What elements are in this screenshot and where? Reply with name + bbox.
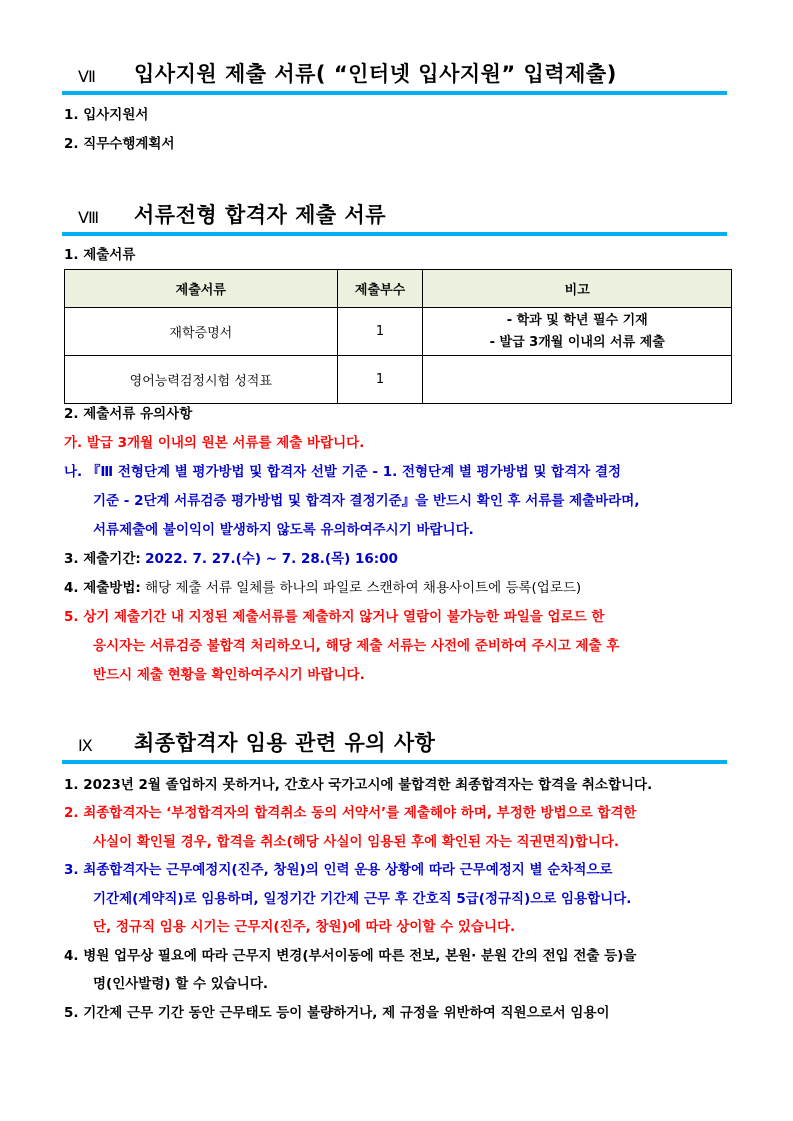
section-8-header bbox=[62, 193, 727, 233]
section-rule bbox=[62, 760, 727, 764]
list-item: 1. 입사지원서 bbox=[64, 107, 149, 123]
notice-na-line2: 기준 - 2단계 서류검증 평가방법 및 합격자 결정기준』을 반드시 확인 후 서류를 제출바라며, bbox=[93, 493, 640, 509]
section-rule bbox=[62, 91, 727, 95]
section-9-header bbox=[62, 721, 727, 761]
column-header: 제출서류 bbox=[65, 270, 338, 308]
section-rule bbox=[62, 232, 727, 236]
documents-table bbox=[64, 269, 732, 404]
table-header-row bbox=[65, 270, 732, 308]
list-item: 2. 직무수행계획서 bbox=[64, 136, 175, 152]
section-number: Ⅸ bbox=[78, 736, 94, 755]
item-3-line2: 기간제(계약직)로 임용하며, 일정기간 기간제 근무 후 간호직 5급(정규직)으로 임용합니다. bbox=[93, 891, 632, 907]
item-3-line3: 단, 정규직 임용 시기는 근무지(진주, 창원)에 따라 상이할 수 있습니다. bbox=[93, 919, 516, 935]
submission-period bbox=[64, 550, 398, 568]
item-4-line2: 명(인사발령) 할 수 있습니다. bbox=[93, 976, 269, 992]
method-label: 4. 제출방법: bbox=[64, 580, 141, 596]
period-label: 3. 제출기간: bbox=[64, 551, 141, 567]
item-3-line1: 3. 최종합격자는 근무예정지(진주, 창원)의 인력 운용 상황에 따라 근무예정지 별 순차적으로 bbox=[64, 862, 613, 878]
item-4-line1: 4. 병원 업무상 필요에 따라 근무지 변경(부서이동에 따른 전보, 본원· 분원 간의 전입 전출 등)을 bbox=[64, 948, 637, 964]
subheading: 2. 제출서류 유의사항 bbox=[64, 406, 193, 422]
section-title: 서류전형 합격자 제출 서류 bbox=[134, 203, 387, 227]
notice-na-line1: 나. 『Ⅲ 전형단계 별 평가방법 및 합격자 선발 기준 - 1. 전형단계 별 평가방법 및 합격자 결정 bbox=[64, 464, 622, 480]
period-value: 2022. 7. 27.(수) ~ 7. 28.(목) 16:00 bbox=[145, 551, 398, 567]
table-cell-note bbox=[423, 308, 732, 356]
table-row bbox=[65, 308, 732, 356]
item-5-line1: 5. 기간제 근무 기간 동안 근무태도 등이 불량하거나, 제 규정을 위반하여 직원으로서 임용이 bbox=[64, 1005, 610, 1021]
method-value: 해당 제출 서류 일체를 하나의 파일로 스캔하여 채용사이트에 등록(업로드) bbox=[145, 580, 582, 596]
table-row bbox=[65, 356, 732, 404]
subheading: 1. 제출서류 bbox=[64, 247, 136, 263]
table-cell bbox=[423, 356, 732, 404]
notice-5-line1: 5. 상기 제출기간 내 지정된 제출서류를 제출하지 않거나 열람이 불가능한 파일을 업로드 한 bbox=[64, 609, 605, 625]
notice-5-line2: 응시자는 서류검증 불합격 처리하오니, 해당 제출 서류는 사전에 준비하여 주시고 제출 후 bbox=[93, 638, 620, 654]
notice-ga: 가. 발급 3개월 이내의 원본 서류를 제출 바랍니다. bbox=[64, 435, 365, 451]
notice-na-line3: 서류제출에 불이익이 발생하지 않도록 유의하여주시기 바랍니다. bbox=[93, 522, 474, 538]
table-cell: 재학증명서 bbox=[65, 308, 338, 356]
section-title: 입사지원 제출 서류( “인터넷 입사지원” 입력제출) bbox=[134, 62, 617, 86]
table-cell: 영어능력검정시험 성적표 bbox=[65, 356, 338, 404]
note-line: - 학과 및 학년 필수 기재 bbox=[506, 312, 648, 328]
item-2-line1: 2. 최종합격자는 ‘부정합격자의 합격취소 동의 서약서’를 제출해야 하며, 부정한 방법으로 합격한 bbox=[64, 805, 637, 821]
section-number: Ⅶ bbox=[78, 67, 97, 86]
section-number: Ⅷ bbox=[78, 208, 101, 227]
item-2-line2: 사실이 확인될 경우, 합격을 취소(해당 사실이 임용된 후에 확인된 자는 직권면직)합니다. bbox=[93, 834, 620, 850]
notice-5-line3: 반드시 제출 현황을 확인하여주시기 바랍니다. bbox=[93, 667, 365, 683]
table-cell: 1 bbox=[337, 308, 423, 356]
item-1: 1. 2023년 2월 졸업하지 못하거나, 간호사 국가고시에 불합격한 최종합격자는 합격을 취소합니다. bbox=[64, 777, 653, 793]
section-title: 최종합격자 임용 관련 유의 사항 bbox=[134, 731, 436, 755]
section-7-header bbox=[62, 52, 727, 92]
column-header: 비고 bbox=[423, 270, 732, 308]
column-header: 제출부수 bbox=[337, 270, 423, 308]
note-line: - 발급 3개월 이내의 서류 제출 bbox=[489, 334, 665, 350]
submission-method bbox=[64, 579, 581, 597]
table-cell: 1 bbox=[337, 356, 423, 404]
